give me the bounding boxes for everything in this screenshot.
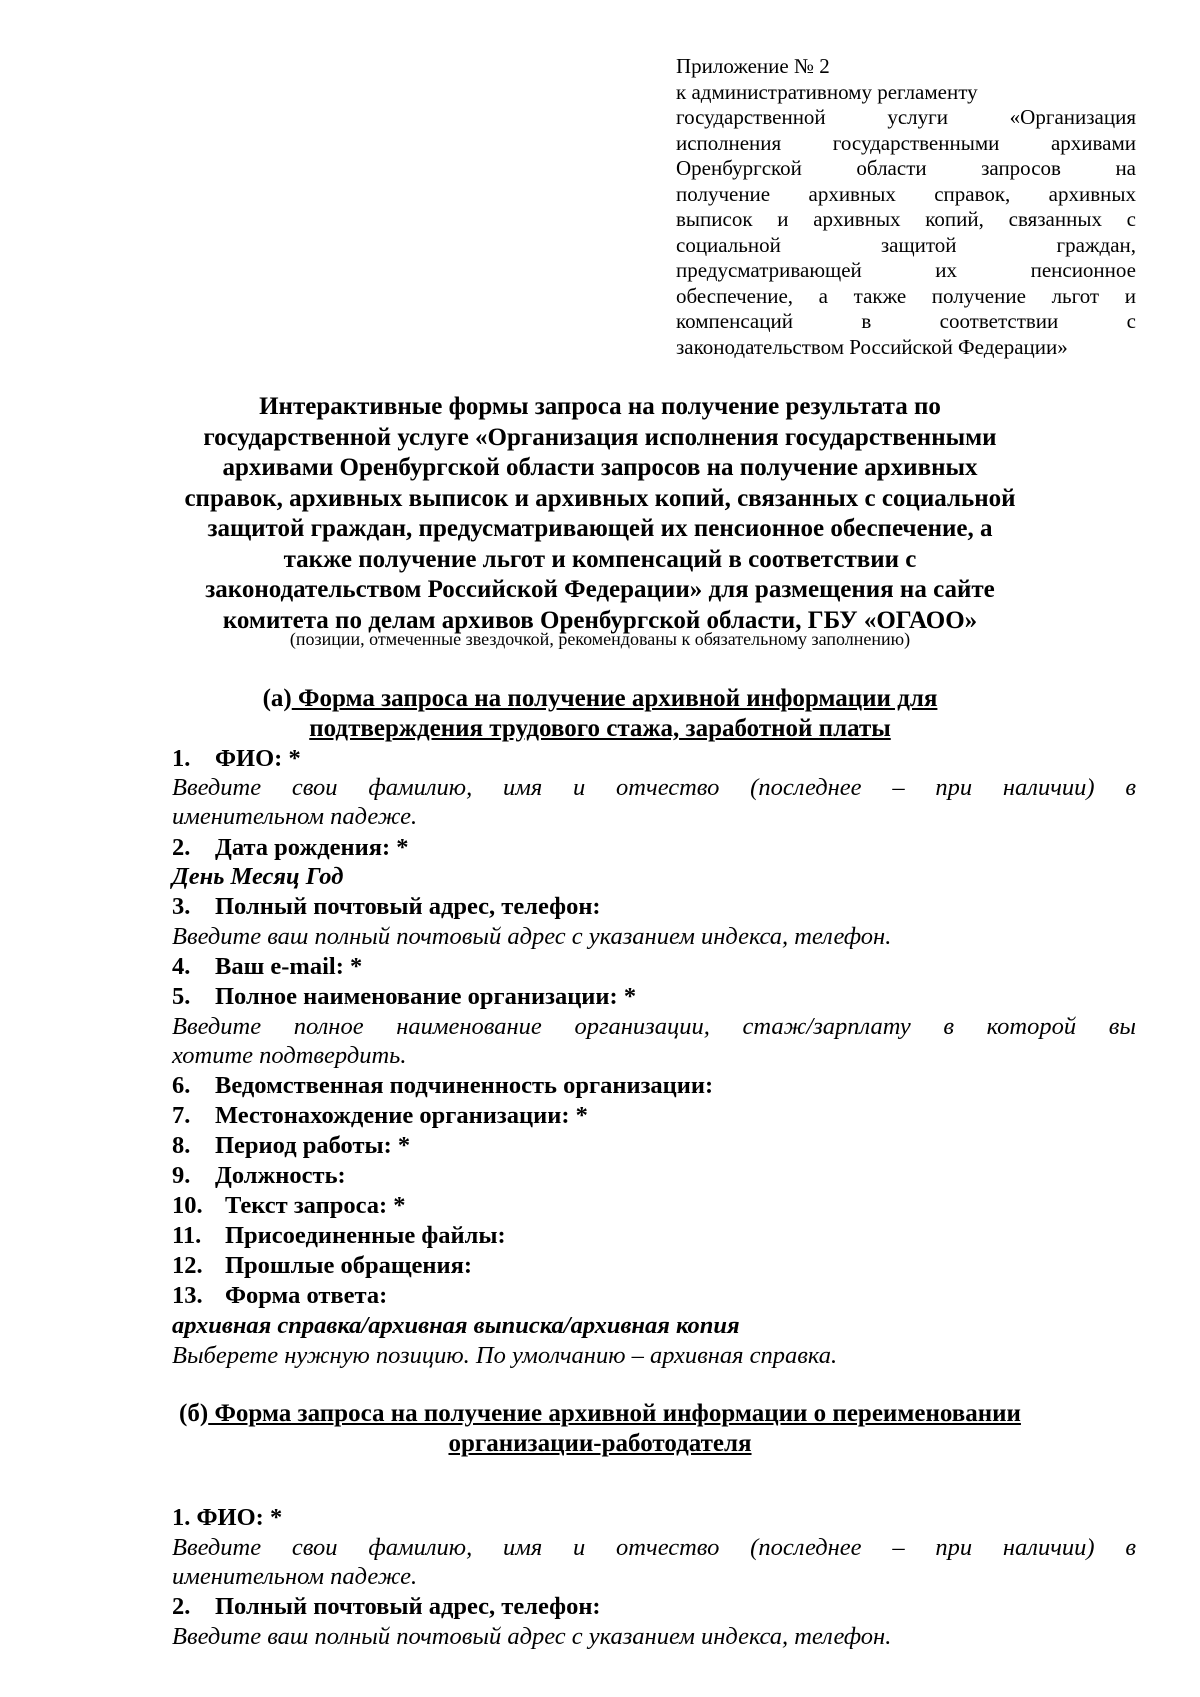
appendix-line: законодательством Российской Федерации» [676,334,1068,359]
answer-options: архивная справка/архивная выписка/архивная копия [172,1312,740,1339]
appendix-line: социальной защитой граждан, [676,232,1136,257]
field-email: 4. Ваш e-mail: * [172,953,363,980]
form-a-heading [130,684,1070,744]
title-line: законодательством Российской Федерации» для размещения на сайте [205,576,995,603]
field-birth-date: 2. Дата рождения: * [172,834,409,861]
answer-hint: Выберете нужную позицию. По умолчанию – архивная справка. [172,1342,838,1369]
field-org-location: 7. Местонахождение организации: * [172,1102,588,1129]
field-org-subordination: 6. Ведомственная подчиненность организации: [172,1072,714,1099]
field-org-name: 5. Полное наименование организации: * [172,983,637,1010]
form-b-hint-address: Введите ваш полный почтовый адрес с указанием индекса, телефон. [172,1623,892,1650]
field-past-requests: 12. Прошлые обращения: [172,1252,473,1279]
field-request-text: 10. Текст запроса: * [172,1192,406,1219]
title-line: комитета по делам архивов Оренбургской области, ГБУ «ОГАОО» [222,606,978,634]
form-a-heading-line: подтверждения трудового стажа, заработной платы [309,715,891,742]
form-b-hint-fio-cont: именительном падеже. [172,1563,418,1590]
appendix-line: получение архивных справок, архивных [676,181,1136,206]
appendix-line: государственной услуги «Организация [676,105,1136,129]
form-a-prefix: (а) [262,685,292,712]
hint-birth-date: День Месяц Год [172,863,344,890]
appendix-line: к административному регламенту [676,79,978,104]
title-line: государственной услуге «Организация исполнения государственными [203,423,997,451]
appendix-line: выписок и архивных копий, связанных с [676,207,1136,231]
form-b-prefix: (б) [179,1400,209,1427]
field-attached-files: 11. Присоединенные файлы: [172,1222,506,1249]
appendix-line: Приложение № 2 [676,54,830,78]
hint-org-name-cont: хотите подтвердить. [172,1042,407,1069]
form-b-field-address: 2. Полный почтовый адрес, телефон: [172,1593,601,1620]
appendix-note [676,54,1136,360]
appendix-line: Оренбургской области запросов на [676,156,1136,180]
title-line: защитой граждан, предусматривающей их пенсионное обеспечение, а [207,515,993,542]
title-line: архивами Оренбургской области запросов на получение архивных [222,454,978,481]
form-b-field-fio: 1. ФИО: * [172,1504,283,1531]
form-a-heading-line: Форма запроса на получение архивной информации для [291,685,938,712]
field-fio: 1. ФИО: * [172,745,301,772]
field-address: 3. Полный почтовый адрес, телефон: [172,893,601,920]
appendix-line: компенсаций в соответствии с [676,309,1136,333]
hint-address: Введите ваш полный почтовый адрес с указанием индекса, телефон. [172,923,892,950]
title-line: также получение льгот и компенсаций в соответствии с [283,545,917,573]
form-b-heading-line: организации-работодателя [448,1430,752,1457]
title-line: справок, архивных выписок и архивных копий, связанных с социальной [184,484,1016,512]
required-fields-note: (позиции, отмеченные звездочкой, рекомендованы к обязательному заполнению) [289,629,911,649]
appendix-line: исполнения государственными архивами [676,130,1136,155]
hint-org-name: Введите полное наименование организации, стаж/зарплату в которой вы [172,1013,1136,1040]
appendix-line: предусматривающей их пенсионное [676,258,1136,282]
hint-fio: Введите свои фамилию, имя и отчество (последнее – при наличии) в [172,774,1136,801]
appendix-line: обеспечение, а также получение льгот и [676,283,1136,308]
form-b-hint-fio: Введите свои фамилию, имя и отчество (последнее – при наличии) в [172,1534,1136,1561]
field-answer-form: 13. Форма ответа: [172,1282,388,1309]
hint-fio-cont: именительном падеже. [172,803,418,830]
form-b-heading [130,1399,1070,1459]
field-work-period: 8. Период работы: * [172,1132,411,1159]
field-position: 9. Должность: [172,1162,346,1189]
form-b-heading-line: Форма запроса на получение архивной информации о переименовании [208,1400,1021,1427]
document-title [130,392,1070,636]
title-line: Интерактивные формы запроса на получение результата по [259,393,941,420]
